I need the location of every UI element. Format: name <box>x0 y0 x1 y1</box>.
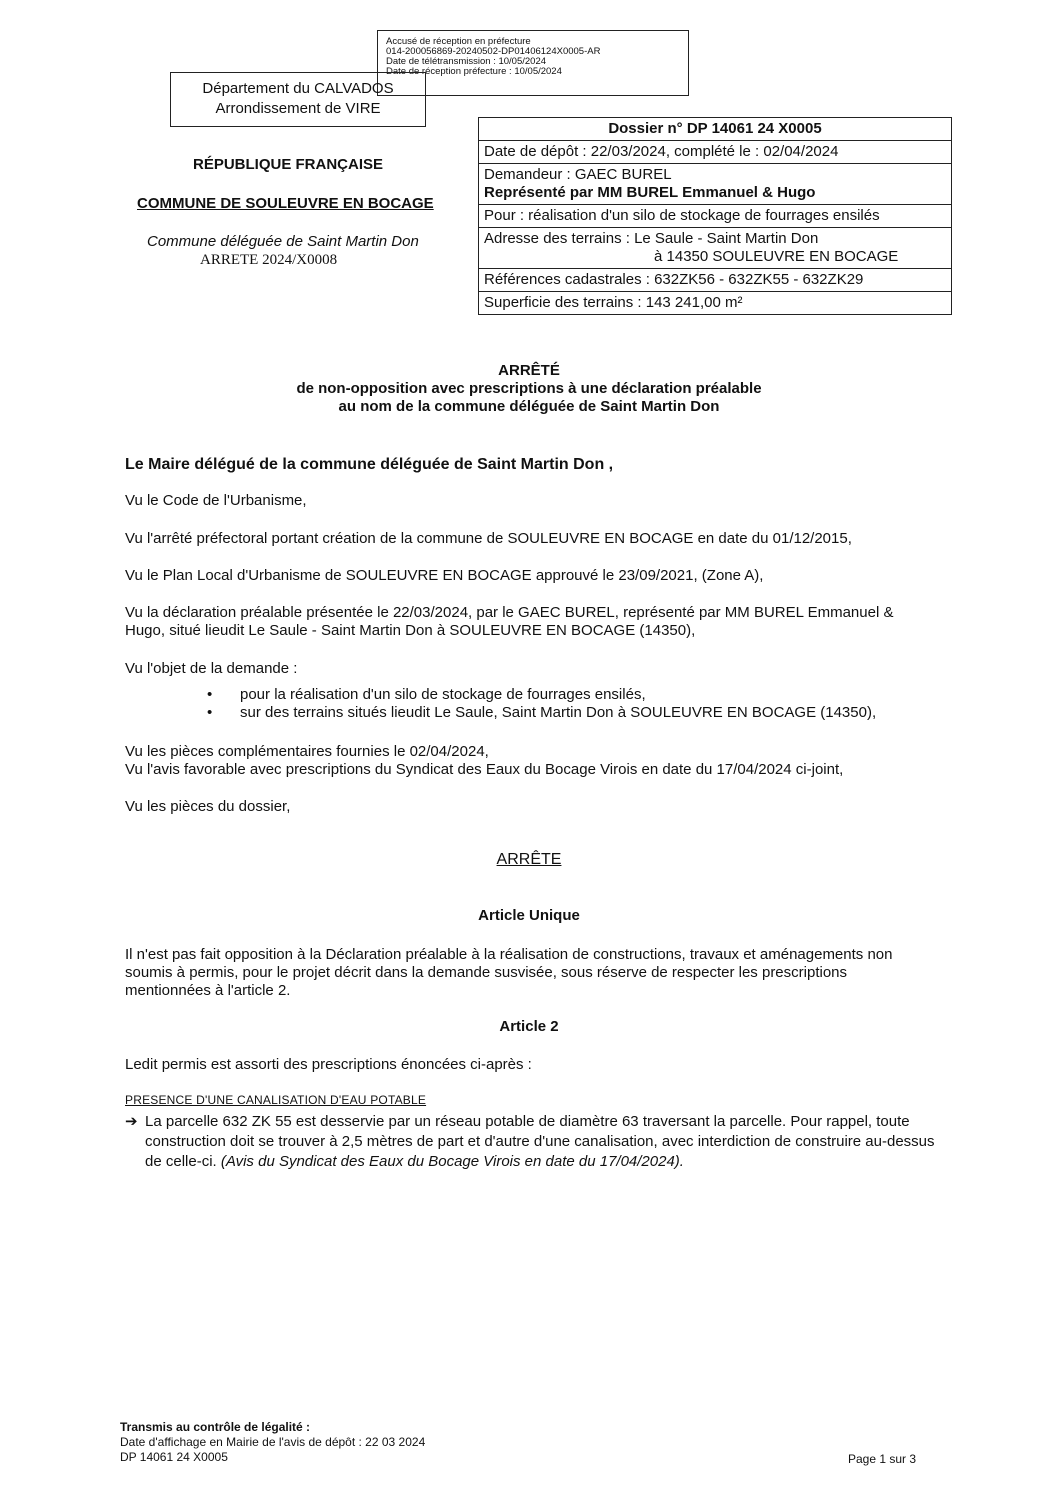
main-title-line1: ARRÊTÉ <box>498 362 560 379</box>
dossier-references: Références cadastrales : 632ZK56 - 632ZK55 - 632ZK29 <box>479 268 951 291</box>
footer-reference: DP 14061 24 X0005 <box>120 1450 228 1464</box>
dossier-box <box>478 117 952 315</box>
article-unique-text: Il n'est pas fait opposition à la Déclaration préalable à la réalisation de constructions, travaux et aménagements non soumis à permis, pour le projet décrit dans la demande susvisée, sous réserve de respecter les prescriptions mentionnées à l'article 2. <box>125 946 893 999</box>
vu-pieces-complementaires: Vu les pièces complémentaires fournies le 02/04/2024, <box>125 743 489 760</box>
dossier-pour: Pour : réalisation d'un silo de stockage de fourrages ensilés <box>479 204 951 227</box>
stamp-line: Date de télétransmission : 10/05/2024 <box>386 56 547 67</box>
departement-label: Département du CALVADOS <box>202 80 394 97</box>
stamp-line: Date de réception préfecture : 10/05/2024 <box>386 66 562 77</box>
bullet-icon: • <box>207 686 213 703</box>
list-item <box>125 686 935 704</box>
dossier-date-depot: Date de dépôt : 22/03/2024, complété le : 02/04/2024 <box>479 140 951 163</box>
main-title <box>0 362 1058 416</box>
prescription-reference: (Avis du Syndicat des Eaux du Bocage Virois en date du 17/04/2024). <box>220 1153 684 1170</box>
stamp-line: 014-200056869-20240502-DP01406124X0005-AR <box>386 46 601 57</box>
stamp-line: Accusé de réception en préfecture <box>386 36 531 47</box>
list-item-text: sur des terrains situés lieudit Le Saule, Saint Martin Don à SOULEUVRE EN BOCAGE (14350), <box>240 704 877 721</box>
vu-declaration: Vu la déclaration préalable présentée le 22/03/2024, par le GAEC BUREL, représenté par MM BUREL Emmanuel & Hugo, situé lieudit Le Saule - Saint Martin Don à SOULEUVRE EN BOCAGE (14350), <box>125 604 894 639</box>
dossier-adresse-line2: à 14350 SOULEUVRE EN BOCAGE <box>654 248 899 265</box>
prescription-text-block <box>125 1112 935 1172</box>
commune-deleguee: Commune déléguée de Saint Martin Don <box>147 233 419 250</box>
objet-list <box>125 686 935 722</box>
vu-avis-syndicat: Vu l'avis favorable avec prescriptions du Syndicat des Eaux du Bocage Virois en date du 17/04/2024 ci-joint, <box>125 761 844 778</box>
vu-arrete-prefectoral: Vu l'arrêté préfectoral portant création de la commune de SOULEUVRE EN BOCAGE en date du 01/12/2015, <box>125 530 852 547</box>
article-2-text: Ledit permis est assorti des prescriptions énoncées ci-après : <box>125 1056 532 1073</box>
commune-heading: COMMUNE DE SOULEUVRE EN BOCAGE <box>137 195 434 212</box>
arrondissement-label: Arrondissement de VIRE <box>215 100 381 117</box>
arrete-number: ARRETE 2024/X0008 <box>200 252 338 268</box>
arrow-right-icon: ➔ <box>125 1113 138 1130</box>
bullet-icon: • <box>207 704 213 721</box>
dossier-title: Dossier n° DP 14061 24 X0005 <box>608 120 822 137</box>
dossier-represente: Représenté par MM BUREL Emmanuel & Hugo <box>484 184 816 201</box>
vu-code-urbanisme: Vu le Code de l'Urbanisme, <box>125 492 307 509</box>
article-unique-heading: Article Unique <box>478 907 580 924</box>
article-2-heading: Article 2 <box>499 1018 559 1035</box>
list-item-text: pour la réalisation d'un silo de stockage de fourrages ensilés, <box>240 686 646 703</box>
prescription-text: La parcelle 632 ZK 55 est desservie par un réseau potable de diamètre 63 traversant la parcelle. Pour rappel, toute construction doit se trouver à 2,5 mètres de part et d'autre d'une canalisation, avec interdiction de construire au-dessus de celle-ci. <box>145 1113 935 1170</box>
dossier-demandeur: Demandeur : GAEC BUREL <box>484 166 672 183</box>
footer <box>120 1420 425 1465</box>
page-number: Page 1 sur 3 <box>848 1452 917 1466</box>
vu-plu: Vu le Plan Local d'Urbanisme de SOULEUVRE EN BOCAGE approuvé le 23/09/2021, (Zone A), <box>125 567 764 584</box>
vu-objet: Vu l'objet de la demande : <box>125 660 298 677</box>
arrete-heading: ARRÊTE <box>496 851 562 868</box>
list-item <box>125 704 935 722</box>
footer-controle: Transmis au contrôle de légalité : <box>120 1420 311 1434</box>
dossier-adresse-block <box>479 227 951 268</box>
dossier-adresse-line1: Adresse des terrains : Le Saule - Saint Martin Don <box>484 230 819 247</box>
republique-heading: RÉPUBLIQUE FRANÇAISE <box>193 156 384 173</box>
vu-pieces-dossier: Vu les pièces du dossier, <box>125 798 291 815</box>
main-title-line3: au nom de la commune déléguée de Saint Martin Don <box>338 398 720 415</box>
prescription-title: PRESENCE D'UNE CANALISATION D'EAU POTABLE <box>125 1093 427 1107</box>
footer-affichage: Date d'affichage en Mairie de l'avis de dépôt : 22 03 2024 <box>120 1435 426 1449</box>
dossier-superficie: Superficie des terrains : 143 241,00 m² <box>479 291 951 314</box>
main-title-line2: de non-opposition avec prescriptions à une déclaration préalable <box>296 380 762 397</box>
maire-line: Le Maire délégué de la commune déléguée de Saint Martin Don , <box>125 456 614 473</box>
dossier-demandeur-block <box>479 163 951 204</box>
prescription-item <box>125 1112 935 1172</box>
department-box <box>170 72 426 127</box>
